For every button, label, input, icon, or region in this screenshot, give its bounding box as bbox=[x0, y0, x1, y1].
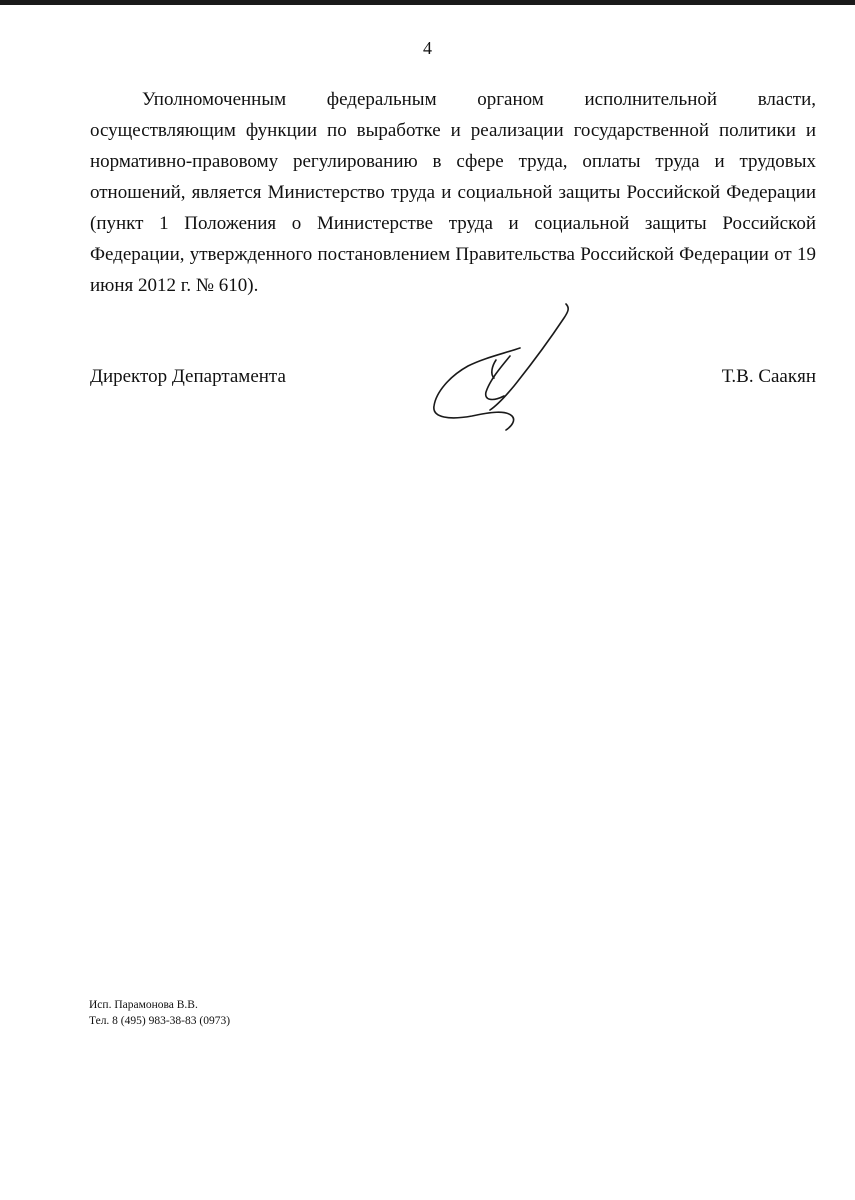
signer-title: Директор Департамента bbox=[90, 366, 286, 387]
footer-contact bbox=[89, 997, 230, 1029]
handwritten-signature bbox=[420, 296, 580, 436]
body-paragraph: Уполномоченным федеральным органом исполнительной власти, осуществляющим функции по выработке и реализации государственной политики и нормативно-правовому регулированию в сфере труда, оплаты труда и трудовых отношений, является Министерство труда и социальной защиты Российской Федерации (пункт 1 Положения о Министерстве труда и социальной защиты Российской Федерации, утвержденного постановлением Правительства Российской Федерации от 19 июня 2012 г. № 610). bbox=[90, 89, 816, 296]
executor-line: Исп. Парамонова В.В. bbox=[89, 999, 198, 1011]
scan-top-edge bbox=[0, 0, 855, 5]
page-number: 4 bbox=[423, 38, 432, 58]
phone-line: Тел. 8 (495) 983-38-83 (0973) bbox=[89, 1015, 231, 1027]
signer-name: Т.В. Саакян bbox=[721, 366, 816, 387]
